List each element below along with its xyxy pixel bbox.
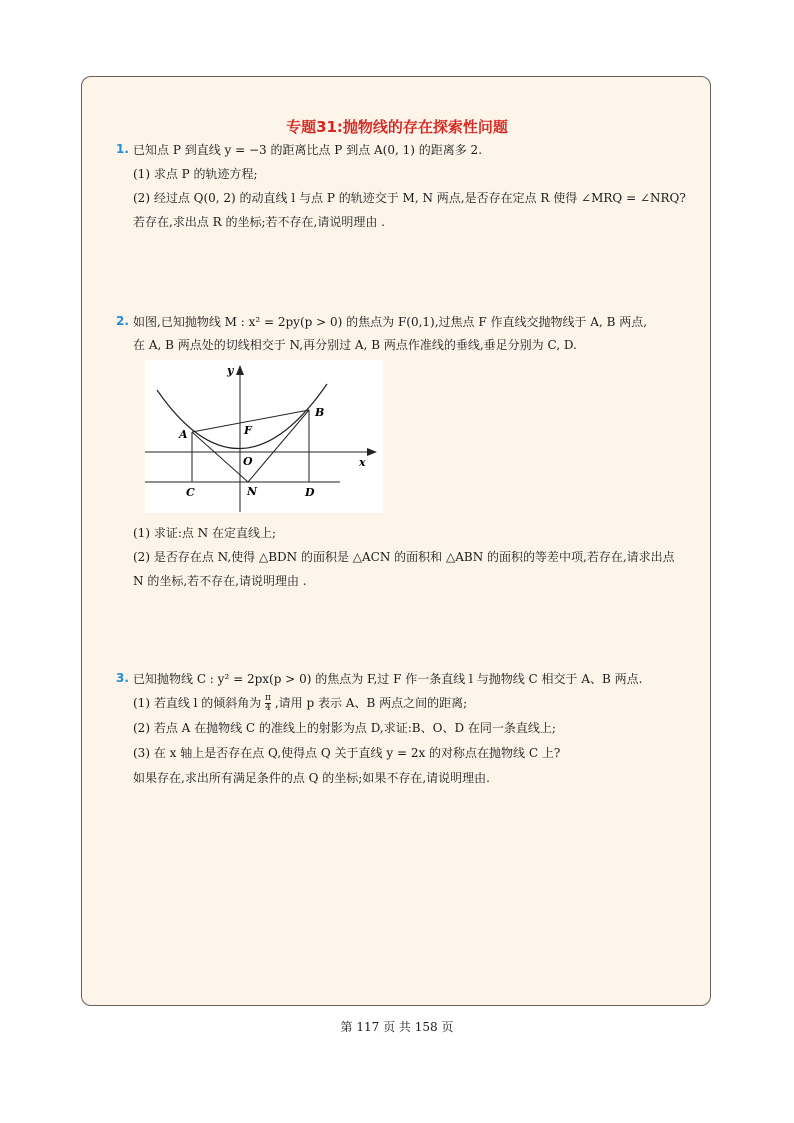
- y-axis-arrow: [236, 365, 244, 375]
- problem-3-line-5: 如果存在,求出所有满足条件的点 Q 的坐标;如果不存在,请说明理由.: [133, 771, 490, 785]
- problem-2-line-5: N 的坐标,若不存在,请说明理由 .: [133, 574, 307, 588]
- problem-3-line-2b: ,请用 p 表示 A、B 两点之间的距离;: [274, 696, 468, 710]
- problem-3-line-2a: (1) 若直线 l 的倾斜角为: [133, 696, 262, 710]
- problem-3-number: 3.: [116, 671, 129, 685]
- problem-2-line-1: 如图,已知抛物线 M : x² = 2py(p > 0) 的焦点为 F(0,1),过焦点 F 作直线交抛物线于 A, B 两点,: [133, 315, 648, 329]
- problem-2-number: 2.: [116, 314, 129, 328]
- problem-3-line-1: 已知抛物线 C : y² = 2px(p > 0) 的焦点为 F,过 F 作一条直线 l 与抛物线 C 相交于 A、B 两点.: [133, 672, 643, 686]
- label-x: x: [359, 456, 366, 469]
- label-a: A: [179, 428, 188, 441]
- problem-2-line-2: 在 A, B 两点处的切线相交于 N,再分别过 A, B 两点作准线的垂线,垂足分别为 C, D.: [133, 338, 577, 352]
- label-n: N: [247, 485, 258, 498]
- problem-3-line-4: (3) 在 x 轴上是否存在点 Q,使得点 Q 关于直线 y = 2x 的对称点在抛物线 C 上?: [133, 746, 561, 760]
- problem-2-line-3: (1) 求证:点 N 在定直线上;: [133, 526, 277, 540]
- angle-fraction: [265, 694, 271, 713]
- page-title: 专题31:抛物线的存在探索性问题: [286, 118, 508, 136]
- x-axis-arrow: [367, 448, 377, 456]
- problem-2-line-4: (2) 是否存在点 N,使得 △BDN 的面积是 △ACN 的面积和 △ABN 的面积的等差中项,若存在,请求出点: [133, 550, 675, 564]
- label-c: C: [186, 486, 195, 499]
- problem-3-line-3: (2) 若点 A 在抛物线 C 的准线上的射影为点 D,求证:B、O、D 在同一条直线上;: [133, 721, 556, 735]
- problem-1-line-3: (2) 经过点 Q(0, 2) 的动直线 l 与点 P 的轨迹交于 M, N 两点,是否存在定点 R 使得 ∠MRQ = ∠NRQ?: [133, 191, 686, 205]
- label-y: y: [227, 364, 234, 377]
- problem-1-line-2: (1) 求点 P 的轨迹方程;: [133, 167, 258, 181]
- label-o: O: [243, 455, 253, 468]
- problem-1-number: 1.: [116, 142, 129, 156]
- parabola-figure: [145, 360, 383, 513]
- page-footer: 第 117 页 共 158 页: [340, 1020, 454, 1034]
- angle-denominator: 4: [265, 703, 271, 713]
- problem-3-line-2: [133, 694, 467, 713]
- angle-numerator: π: [265, 693, 272, 703]
- problem-1-line-4: 若存在,求出点 R 的坐标;若不存在,请说明理由 .: [133, 215, 385, 229]
- problem-1-line-1: 已知点 P 到直线 y = −3 的距离比点 P 到点 A(0, 1) 的距离多 2.: [133, 143, 483, 157]
- label-f: F: [244, 424, 252, 437]
- label-b: B: [315, 406, 325, 419]
- label-d: D: [305, 486, 315, 499]
